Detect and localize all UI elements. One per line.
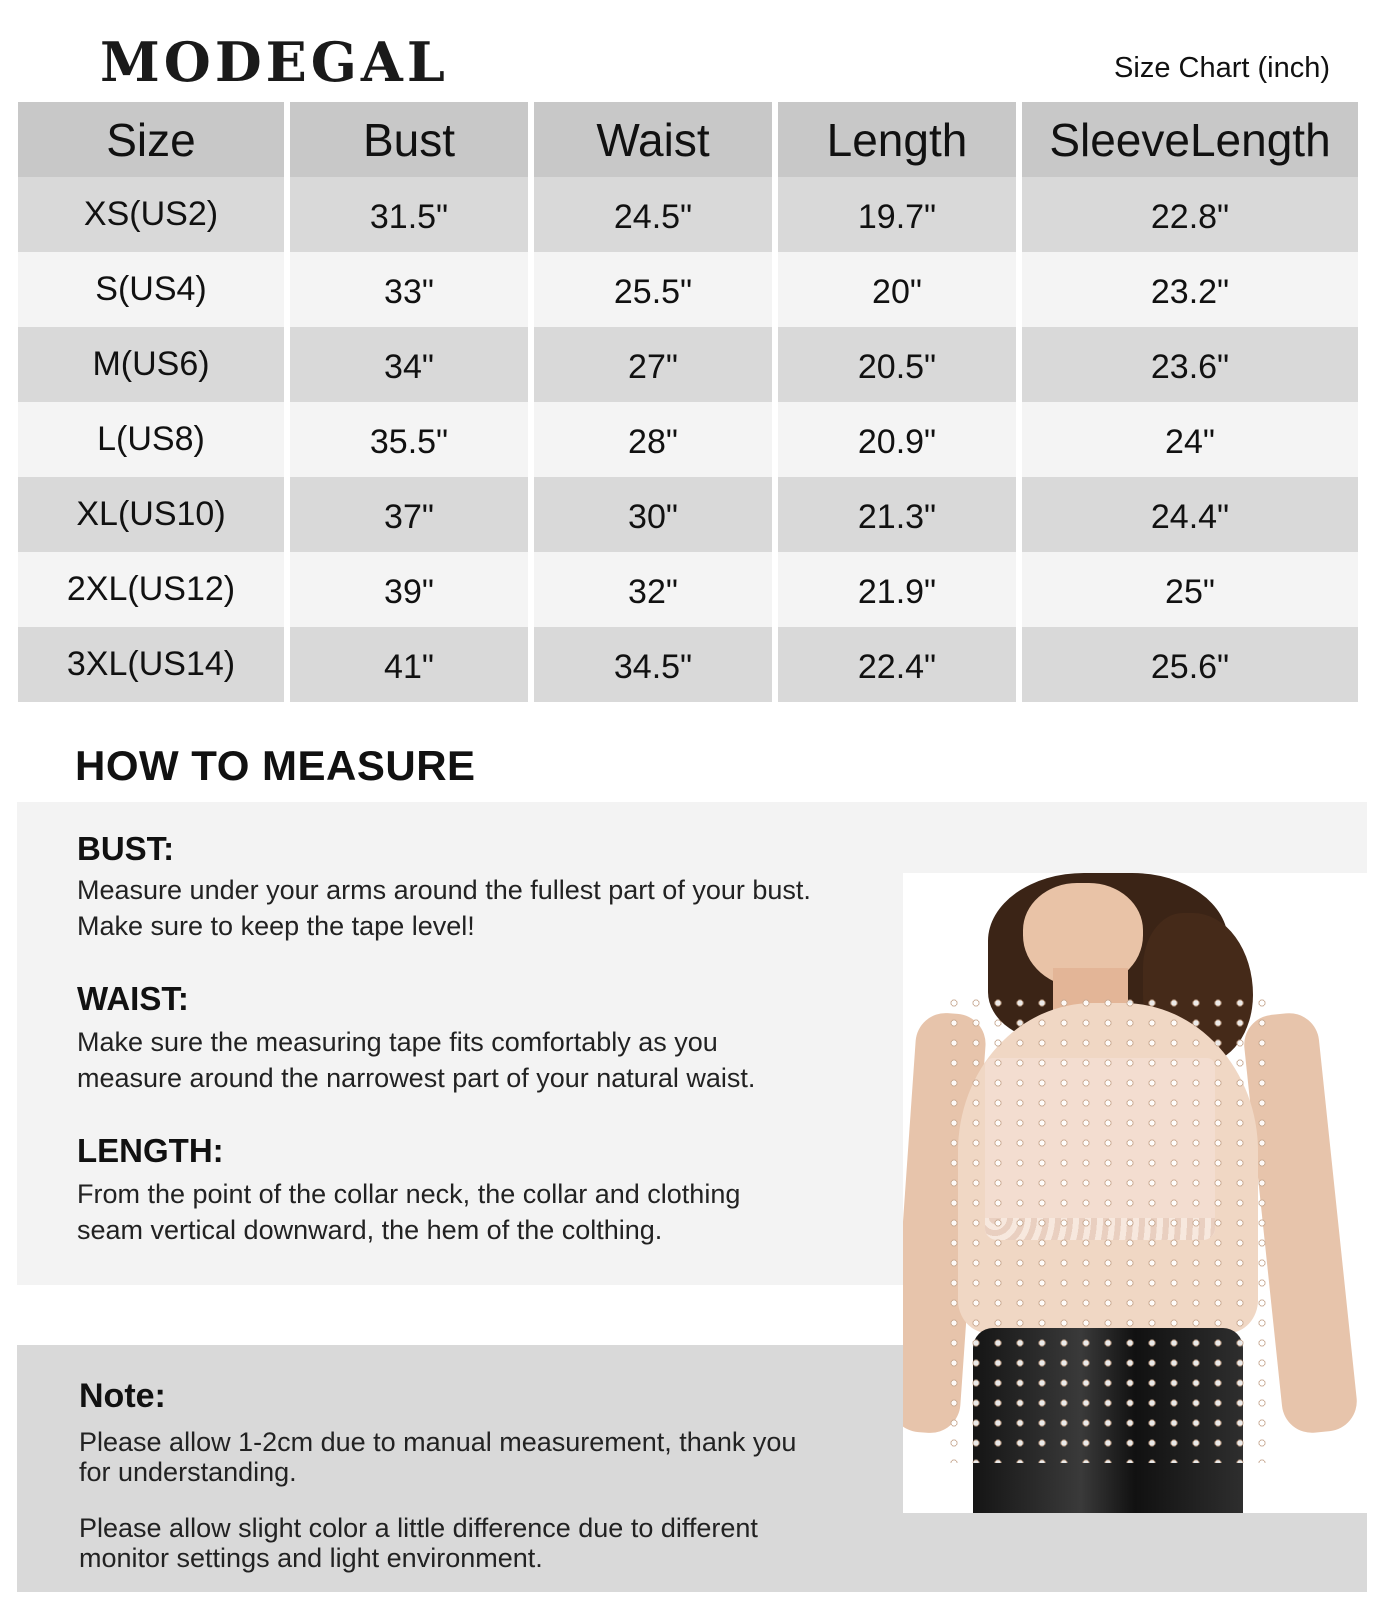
note-text-line: monitor settings and light environment.: [79, 1543, 543, 1573]
how-to-measure-title: HOW TO MEASURE: [75, 742, 476, 789]
brand-logo: MODEGAL: [100, 30, 449, 94]
table-cell-length: 19.7": [778, 177, 1016, 252]
table-cell-bust: 31.5": [290, 177, 528, 252]
table-cell-size: XL(US10): [18, 477, 284, 552]
table-cell-waist: 25.5": [534, 252, 772, 327]
table-cell-size: M(US6): [18, 327, 284, 402]
table-cell-size: XS(US2): [18, 177, 284, 252]
waist-text-line: Make sure the measuring tape fits comfortably as you: [77, 1027, 718, 1057]
table-cell-sleeve-length: 24": [1022, 402, 1358, 477]
table-header-size: Size: [18, 102, 284, 177]
note-heading: Note:: [79, 1377, 166, 1415]
table-cell-waist: 32": [534, 552, 772, 627]
table-cell-size: 3XL(US14): [18, 627, 284, 702]
table-cell-waist: 30": [534, 477, 772, 552]
table-header-length: Length: [778, 102, 1016, 177]
table-cell-length: 20.5": [778, 327, 1016, 402]
table-cell-bust: 37": [290, 477, 528, 552]
table-header-sleeve-length: SleeveLength: [1022, 102, 1358, 177]
table-cell-size: S(US4): [18, 252, 284, 327]
table-cell-bust: 33": [290, 252, 528, 327]
table-cell-length: 20.9": [778, 402, 1016, 477]
pearl-mesh-overlay: [943, 993, 1273, 1463]
table-cell-length: 22.4": [778, 627, 1016, 702]
table-cell-waist: 27": [534, 327, 772, 402]
note-text-line: Please allow 1-2cm due to manual measurement, thank you: [79, 1427, 797, 1457]
table-cell-bust: 35.5": [290, 402, 528, 477]
bust-text-line: Make sure to keep the tape level!: [77, 911, 475, 941]
table-cell-size: 2XL(US12): [18, 552, 284, 627]
table-cell-sleeve-length: 23.6": [1022, 327, 1358, 402]
table-header-bust: Bust: [290, 102, 528, 177]
table-cell-waist: 24.5": [534, 177, 772, 252]
waist-text-line: measure around the narrowest part of your natural waist.: [77, 1063, 756, 1093]
table-cell-size: L(US8): [18, 402, 284, 477]
table-cell-bust: 34": [290, 327, 528, 402]
table-cell-sleeve-length: 25": [1022, 552, 1358, 627]
table-cell-sleeve-length: 25.6": [1022, 627, 1358, 702]
product-photo: [903, 873, 1367, 1513]
bust-heading: BUST:: [77, 830, 175, 867]
length-heading: LENGTH:: [77, 1132, 224, 1169]
table-cell-bust: 41": [290, 627, 528, 702]
size-chart-caption: Size Chart (inch): [1114, 52, 1330, 84]
table-cell-waist: 28": [534, 402, 772, 477]
table-cell-length: 21.3": [778, 477, 1016, 552]
length-text-line: From the point of the collar neck, the collar and clothing: [77, 1179, 741, 1209]
waist-heading: WAIST:: [77, 980, 189, 1017]
table-cell-sleeve-length: 24.4": [1022, 477, 1358, 552]
table-cell-sleeve-length: 22.8": [1022, 177, 1358, 252]
note-text-line: for understanding.: [79, 1457, 297, 1487]
size-table: [18, 102, 1382, 702]
table-cell-length: 21.9": [778, 552, 1016, 627]
bust-text-line: Measure under your arms around the fullest part of your bust.: [77, 875, 811, 905]
table-cell-bust: 39": [290, 552, 528, 627]
table-header-waist: Waist: [534, 102, 772, 177]
note-text-line: Please allow slight color a little difference due to different: [79, 1513, 758, 1543]
length-text-line: seam vertical downward, the hem of the colthing.: [77, 1215, 663, 1245]
table-cell-length: 20": [778, 252, 1016, 327]
table-cell-sleeve-length: 23.2": [1022, 252, 1358, 327]
table-cell-waist: 34.5": [534, 627, 772, 702]
